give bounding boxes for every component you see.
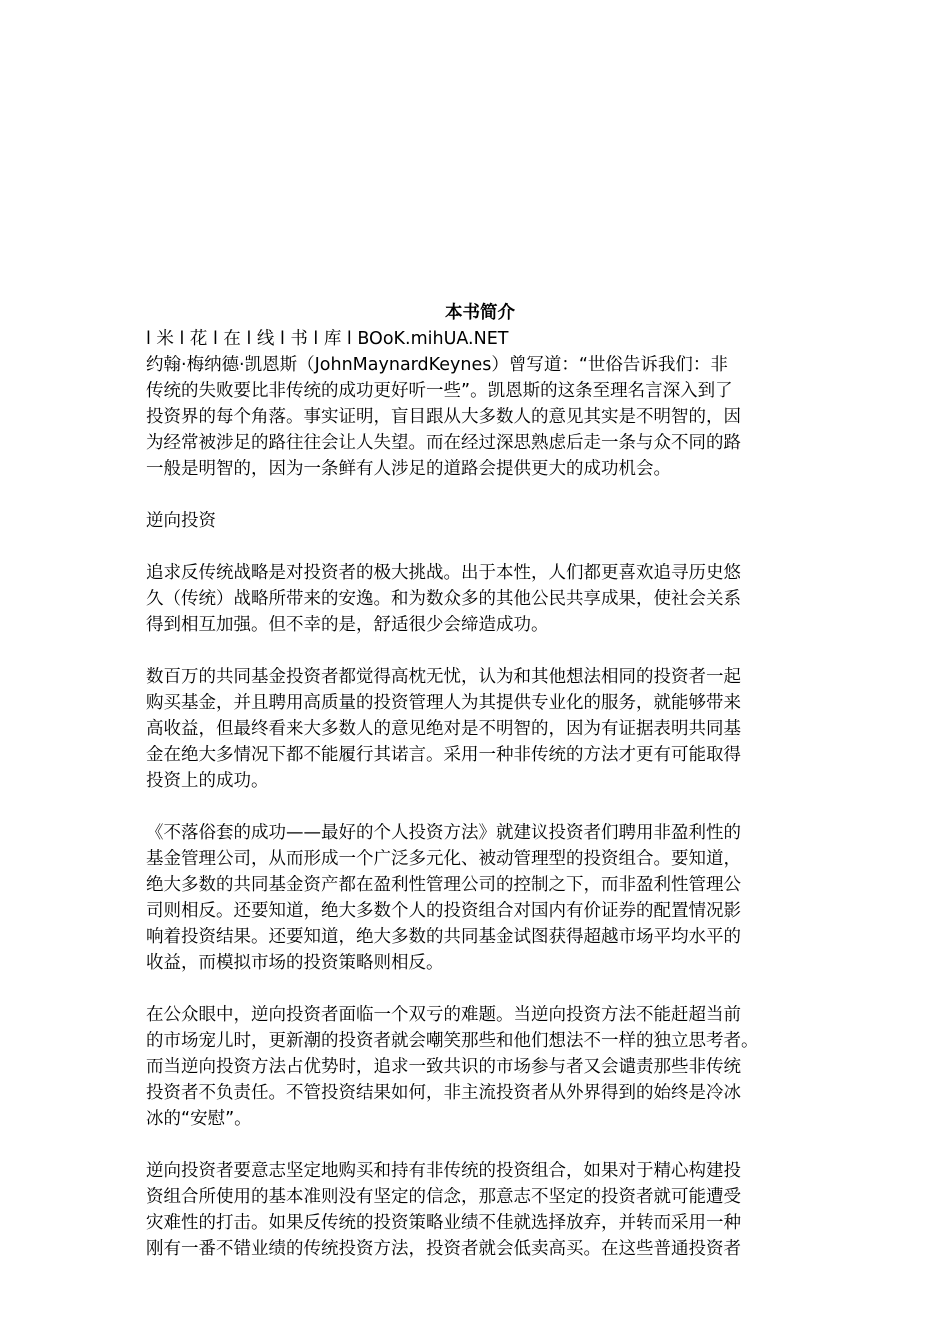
paragraph-intro bbox=[146, 352, 814, 482]
text-line: 传统的失败要比非传统的成功更好听一些”。凯恩斯的这条至理名言深入到了 bbox=[146, 381, 733, 401]
text-line: 久（传统）战略所带来的安逸。和为数众多的其他公民共享成果，使社会关系 bbox=[146, 589, 741, 609]
text-line: 资组合所使用的基本准则没有坚定的信念，那意志不坚定的投资者就可能遭受 bbox=[146, 1187, 741, 1207]
paragraph-spacer bbox=[146, 794, 814, 820]
paragraph bbox=[146, 1002, 814, 1132]
text-line: 基金管理公司，从而形成一个广泛多元化、被动管理型的投资组合。要知道， bbox=[146, 849, 741, 869]
text-line: 冰的“安慰”。 bbox=[146, 1109, 252, 1129]
text-line: 的市场宠儿时，更新潮的投资者就会嘲笑那些和他们想法不一样的独立思考者。 bbox=[146, 1031, 759, 1051]
document-body bbox=[146, 300, 814, 1262]
text-line: 绝大多数的共同基金资产都在盈利性管理公司的控制之下，而非盈利性管理公 bbox=[146, 875, 741, 895]
text-line: 一般是明智的，因为一条鲜有人涉足的道路会提供更大的成功机会。 bbox=[146, 459, 671, 479]
text-line: 得到相互加强。但不幸的是，舒适很少会缔造成功。 bbox=[146, 615, 549, 635]
paragraph bbox=[146, 560, 814, 638]
paragraph-spacer bbox=[146, 534, 814, 560]
text-line: 金在绝大多情况下都不能履行其诺言。采用一种非传统的方法才更有可能取得 bbox=[146, 745, 741, 765]
source-line: l 米 l 花 l 在 l 线 l 书 l 库 l BOoK.mihUA.NET bbox=[146, 329, 509, 349]
paragraph bbox=[146, 1158, 814, 1262]
text-line: 逆向投资 bbox=[146, 511, 216, 531]
paragraph-spacer bbox=[146, 638, 814, 664]
text-line: 投资界的每个角落。事实证明，盲目跟从大多数人的意见其实是不明智的，因 bbox=[146, 407, 741, 427]
text-line: 而当逆向投资方法占优势时，追求一致共识的市场参与者又会谴责那些非传统 bbox=[146, 1057, 741, 1077]
text-line: 高收益，但最终看来大多数人的意见绝对是不明智的，因为有证据表明共同基 bbox=[146, 719, 741, 739]
text-line: 灾难性的打击。如果反传统的投资策略业绩不佳就选择放弃，并转而采用一种 bbox=[146, 1213, 741, 1233]
text-line: 购买基金，并且聘用高质量的投资管理人为其提供专业化的服务，就能够带来 bbox=[146, 693, 741, 713]
text-line: 收益，而模拟市场的投资策略则相反。 bbox=[146, 953, 444, 973]
paragraph bbox=[146, 664, 814, 794]
text-line: 投资上的成功。 bbox=[146, 771, 269, 791]
paragraph-spacer bbox=[146, 976, 814, 1002]
section-heading bbox=[146, 508, 814, 534]
paragraph-spacer bbox=[146, 1132, 814, 1158]
text-line: 司则相反。还要知道，绝大多数个人的投资组合对国内有价证券的配置情况影 bbox=[146, 901, 741, 921]
text-line: 投资者不负责任。不管投资结果如何，非主流投资者从外界得到的始终是冷冰 bbox=[146, 1083, 741, 1103]
paragraph-spacer bbox=[146, 482, 814, 508]
page-title: 本书简介 bbox=[445, 303, 515, 323]
text-line: 为经常被涉足的路往往会让人失望。而在经过深思熟虑后走一条与众不同的路 bbox=[146, 433, 741, 453]
text-line: 逆向投资者要意志坚定地购买和持有非传统的投资组合，如果对于精心构建投 bbox=[146, 1161, 741, 1181]
text-line: 约翰·梅纳德·凯恩斯（JohnMaynardKeynes）曾写道：“世俗告诉我们：非 bbox=[146, 355, 728, 375]
text-line: 数百万的共同基金投资者都觉得高枕无忧，认为和其他想法相同的投资者一起 bbox=[146, 667, 741, 687]
paragraph bbox=[146, 820, 814, 976]
text-line: 在公众眼中，逆向投资者面临一个双亏的难题。当逆向投资方法不能赶超当前 bbox=[146, 1005, 741, 1025]
text-line: 响着投资结果。还要知道，绝大多数的共同基金试图获得超越市场平均水平的 bbox=[146, 927, 741, 947]
text-line: 《不落俗套的成功——最好的个人投资方法》就建议投资者们聘用非盈利性的 bbox=[146, 823, 741, 843]
text-line: 刚有一番不错业绩的传统投资方法，投资者就会低卖高买。在这些普通投资者 bbox=[146, 1239, 741, 1259]
text-line: 追求反传统战略是对投资者的极大挑战。出于本性，人们都更喜欢追寻历史悠 bbox=[146, 563, 741, 583]
